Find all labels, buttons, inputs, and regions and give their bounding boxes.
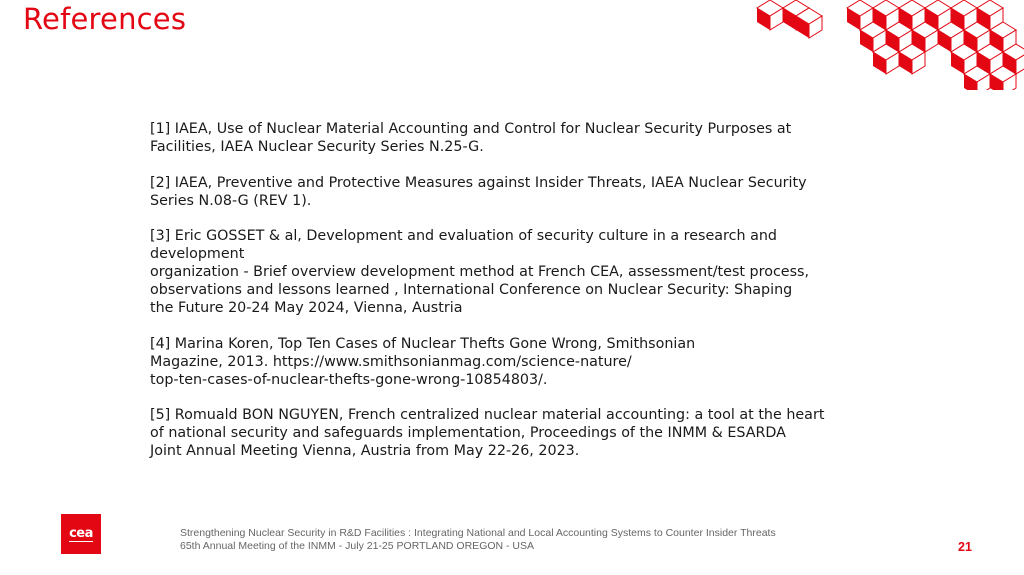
page-number: 21 [958,540,972,554]
reference-item-5 [150,407,830,461]
reference-item-1 [150,121,830,157]
reference-item-4 [150,336,830,390]
reference-line: [2] IAEA, Preventive and Protective Measures against Insider Threats, IAEA Nuclear Security [150,174,807,191]
slide-title: References [23,2,187,36]
reference-item-2 [150,175,830,211]
reference-line: [5] Romuald BON NGUYEN, French centralized nuclear material accounting: a tool at the heart [150,407,825,424]
reference-line: [3] Eric GOSSET & al, Development and evaluation of security culture in a research and [150,228,777,245]
reference-line: top-ten-cases-of-nuclear-thefts-gone-wrong-10854803/. [150,371,548,388]
reference-line: Joint Annual Meeting Vienna, Austria from May 22-26, 2023. [150,443,580,460]
footer-presentation-title: Strengthening Nuclear Security in R&D Facilities : Integrating National and Local Accounting Systems to Counter Insider Threats [180,527,776,539]
cea-logo-text: cea [69,525,93,541]
reference-line: organization - Brief overview development method at French CEA, assessment/test process, [150,264,810,281]
cube-pattern-decoration [0,0,1024,90]
reference-line: observations and lessons learned , International Conference on Nuclear Security: Shaping [150,282,793,299]
reference-line: [1] IAEA, Use of Nuclear Material Accounting and Control for Nuclear Security Purposes at [150,121,792,137]
reference-line: the Future 20-24 May 2024, Vienna, Austria [150,300,463,317]
reference-list [150,121,830,479]
reference-line: Facilities, IAEA Nuclear Security Series N.25-G. [150,138,484,155]
cea-logo [61,514,101,554]
reference-line: [4] Marina Koren, Top Ten Cases of Nuclear Thefts Gone Wrong, Smithsonian [150,335,696,352]
reference-line: Magazine, 2013. https://www.smithsonianmag.com/science-nature/ [150,353,632,370]
reference-line: Series N.08-G (REV 1). [150,192,312,209]
footer-event: 65th Annual Meeting of the INMM - July 21-25 PORTLAND OREGON - USA [180,540,535,552]
footer [180,527,776,553]
reference-line: development [150,246,245,263]
reference-item-3 [150,228,830,318]
reference-line: of national security and safeguards implementation, Proceedings of the INMM & ESARDA [150,425,786,442]
